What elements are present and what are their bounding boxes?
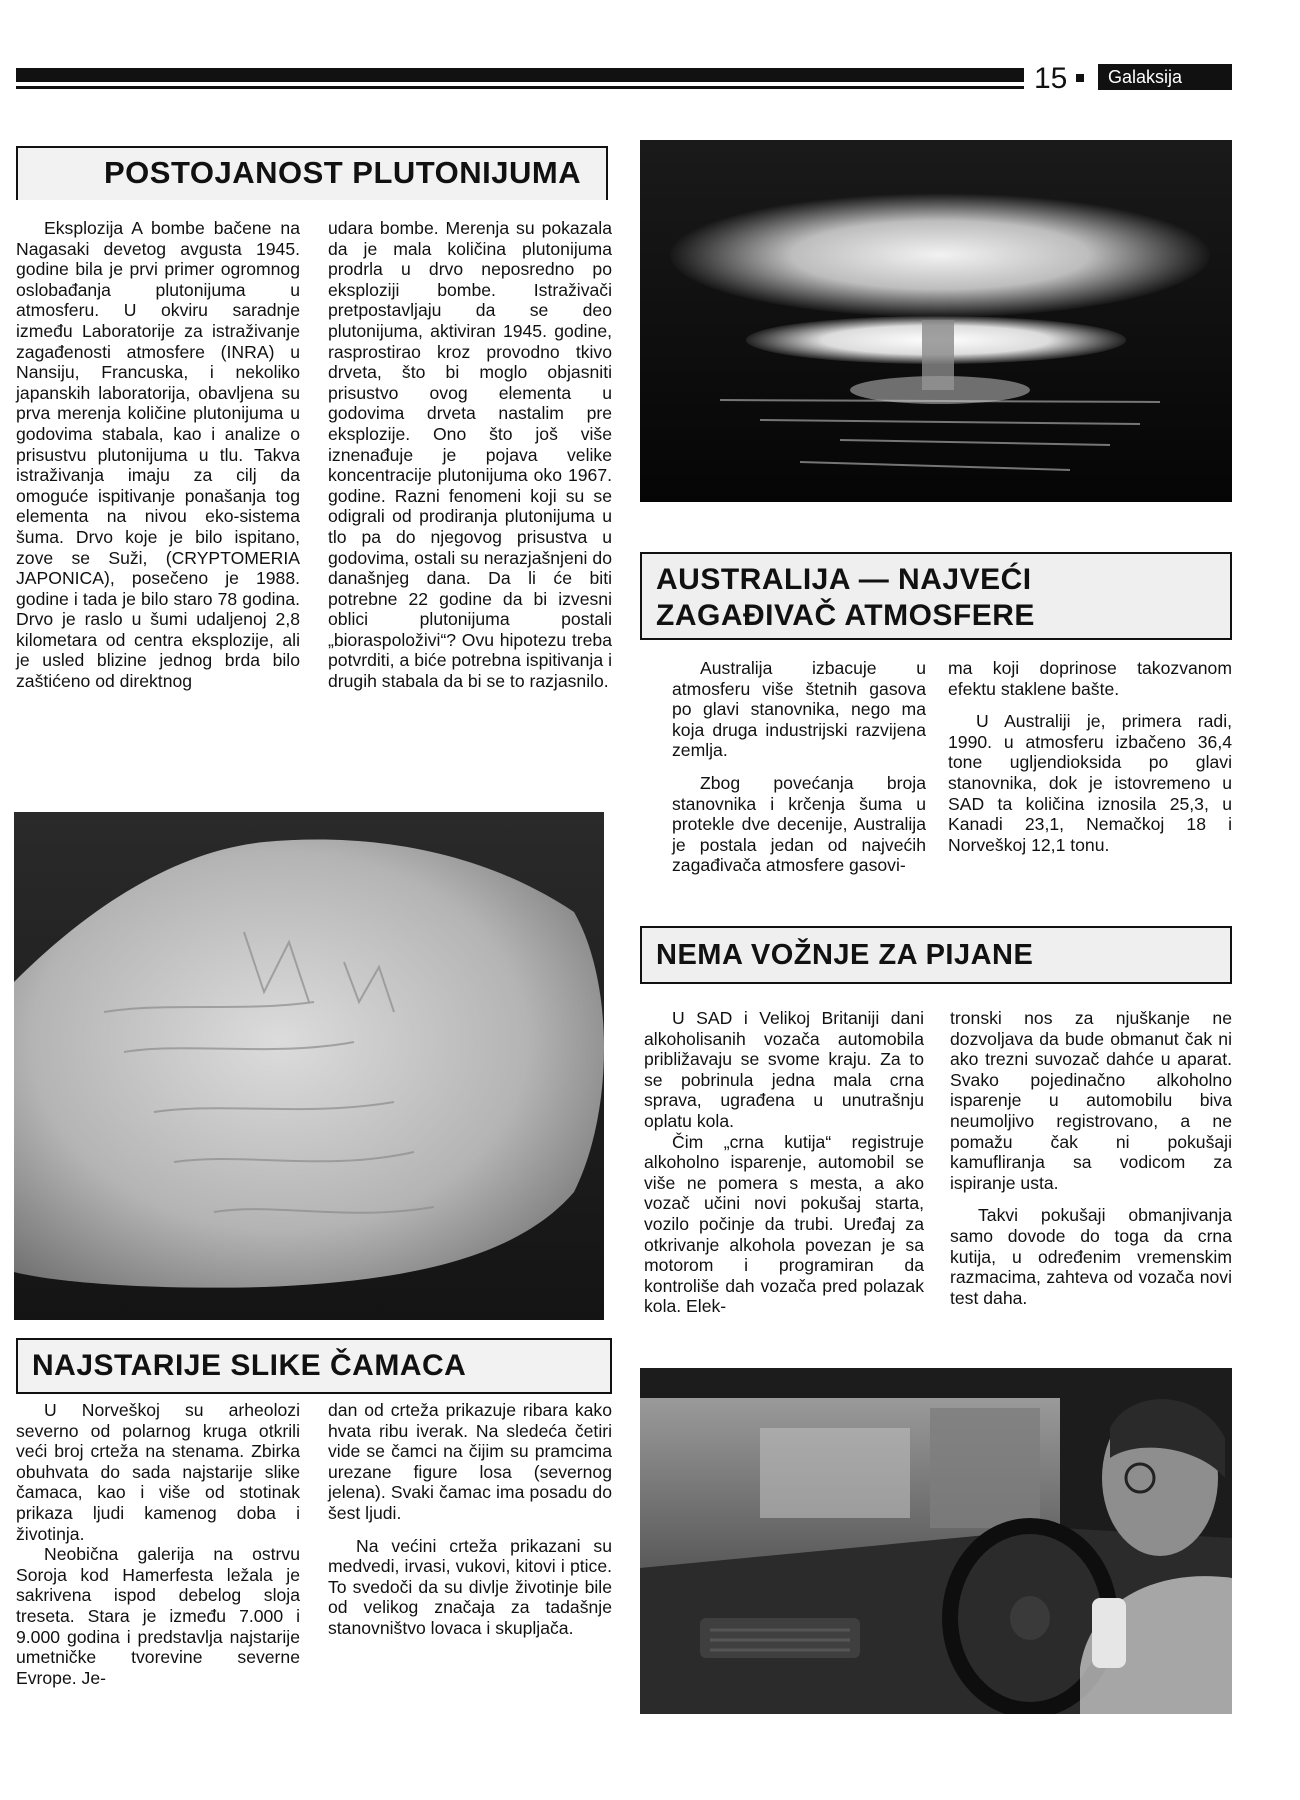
australia-heading <box>640 552 1232 640</box>
australia-col2-p1: ma koji doprinose takozvanom efektu staklene bašte. <box>948 658 1232 699</box>
plutonium-heading <box>16 146 608 200</box>
drunk-col2-p2: Takvi pokušaji obmanjivanja samo dovode do toga da crna kutija, u određenim vremenskim razmacima, zahteva od vozača novi test daha. <box>950 1205 1232 1308</box>
australia-col1-p2: Zbog povećanja broja stanovnika i krčenja šuma u protekle dve decenije, Australija je postala jedan od najvećih zagađivača atmosfere gasovi- <box>672 772 926 876</box>
nuclear-explosion-photo <box>640 140 1232 502</box>
drunk-col1-p2: Čim „crna kutija“ registruje alkoholno isparenje, automobil se više ne pomera s mesta, a ako vozač učini novi pokušaj starta, vozilo počinje da trubi. Uređaj za otkrivanje alkohola povezan je sa motorom i programiran da kontroliše dah vozača pred polazak kola. Elek- <box>644 1131 924 1317</box>
header-bullet <box>1076 74 1084 82</box>
plutonium-title: POSTOJANOST PLUTONIJUMA <box>104 155 582 190</box>
boats-col1-p2: Neobična galerija na ostrvu Soroja kod Hamerfesta ležala je sakrivena ispod debelog sloja treseta. Stara je između 7.000 i 9.000 godina i predstavlja najstarije umetničke tvorevine severne Evrope. Je- <box>16 1544 300 1688</box>
drunk-col2-p1: tronski nos za njuškanje ne dozvoljava da bude obmanut čak ni ako trezni suvozač dahće u aparat. Svako pojedinačno alkoholno isparenje u automobilu biva neumoljivo registrovano, a ne pomažu čak ni pokušaji kamufliranja sa vodicom za ispiranje usta. <box>950 1008 1232 1193</box>
explosion-illustration <box>640 140 1232 502</box>
boats-col2-p1: dan od crteža prikazuje ribara kako hvata ribu iverak. Na sledeća četiri vide se čamci na čijim su pramcima urezane figure losa (severnog jelena). Svaki čamac ima posadu do šest ljudi. <box>328 1400 612 1523</box>
boats-col1-p1: U Norveškoj su arheolozi severno od polarnog kruga otkrili veći broj crteža na stenama. Zbirka obuhvata do sada najstarije slike čamaca, kao i više od stotinak prikaza ljudi kamenog doba i životinja. <box>16 1400 300 1544</box>
header-rule-thin <box>16 86 1024 89</box>
driver-illustration <box>640 1368 1232 1714</box>
drunk-col1 <box>644 1008 924 1317</box>
drunk-col1-p1: U SAD i Velikoj Britaniji dani alkoholisanih vozača automobila približavaju se svome kraju. Za to se pobrinula jedna mala crna sprava, ugrađena u unutrašnju oplatu kola. <box>644 1008 924 1131</box>
australia-title-line1: AUSTRALIJA — NAJVEĆI <box>656 563 1032 596</box>
australia-col1 <box>672 658 926 876</box>
boats-col2 <box>328 1400 612 1639</box>
rock-illustration <box>14 812 604 1320</box>
header-rule <box>16 68 1024 82</box>
drunk-driving-title: NEMA VOŽNJE ZA PIJANE <box>656 939 1034 971</box>
rock-carving-photo <box>14 812 604 1320</box>
page-number: 15 <box>1034 62 1068 95</box>
boats-col1 <box>16 1400 300 1688</box>
australia-title-line2: ZAGAĐIVAČ ATMOSFERE <box>656 599 1035 632</box>
australia-col2-p2: U Australiji je, primera radi, 1990. u atmosferu izbačeno 36,4 tone ugljendioksida po glavi stanovnika, dok je istovremeno u SAD ta količina iznosila 25,3, u Kanadi 23,1, Nemačkoj 18 i Norveškoj 12,1 tonu. <box>948 711 1232 855</box>
drunk-driving-heading <box>640 926 1232 984</box>
boats-heading <box>16 1338 612 1394</box>
boats-col2-p2: Na većini crteža prikazani su medvedi, irvasi, vukovi, kitovi i ptice. To svedoči da su divlje životinje bile od velikog značaja za tadašnje stanovništvo lovaca i skupljača. <box>328 1535 612 1638</box>
plutonium-col2-text: udara bombe. Merenja su pokazala da je mala količina plutonijuma prodrla u drvo neposredno po eksploziji bombe. Istraživači pretpostavljaju da se deo plutonijuma, aktiviran 1945. godine, rasprostirao kroz provodno tkivo drveta, što bi moglo objasniti prisustvo ovog elementa u godovima drveta nastalim pre eksplozije. Ono što još više iznenađuje je pojava velike koncentracije plutonijuma oko 1967. godine. Razni fenomeni koji su se odigrali od prodiranja plutonijuma u tlo pa do njegovog prisustva u godovima, ostali su nerazjašnjeni do današnjeg dana. Da li će biti potrebne 22 godine da bi izvesni oblici plutonijuma postali „bioraspoloživi“? Ovu hipotezu treba potvrditi, a biće potrebna ispitivanja i drugih stabala da bi se to razjasnilo. <box>328 218 612 692</box>
driver-photo <box>640 1368 1232 1714</box>
drunk-col2 <box>950 1008 1232 1308</box>
plutonium-col1-text: Eksplozija A bombe bačene na Nagasaki devetog avgusta 1945. godine bila je prvi primer ogromnog oslobađanja plutonijuma u atmosferu. U okviru saradnje između Laboratorije za istraživanje zagađenosti atmosfere (INRA) u Nansiju, Francuska, i nekoliko japanskih laboratorija, obavljena su prva merenja količine plutonijuma u godovima stabala, kao i analize o prisustvu plutonijuma u tlu. Takva istraživanja imaju za cilj da omoguće ispitivanje ponašanja tog elementa na nivou eko-sistema šuma. Drvo koje je bilo ispitano, zove se Suži, (CRYPTOMERIA JAPONICA), posečeno je 1988. godine i tada je bilo staro 78 godina. Drvo je raslo u šumi udaljenoj 2,8 kilometara od centra eksplozije, ali je usled blizine jednog brda bilo zaštićeno od direktnog <box>16 218 300 692</box>
australia-col1-p1: Australija izbacuje u atmosferu više štetnih gasova po glavi stanovnika, nego ma koja druga industrijski razvijena zemlja. <box>672 658 926 761</box>
plutonium-col1 <box>16 218 300 692</box>
australia-col2 <box>948 658 1232 855</box>
boats-title: NAJSTARIJE SLIKE ČAMACA <box>32 1349 467 1382</box>
plutonium-col2 <box>328 218 612 692</box>
magazine-name: Galaksija <box>1098 64 1232 90</box>
